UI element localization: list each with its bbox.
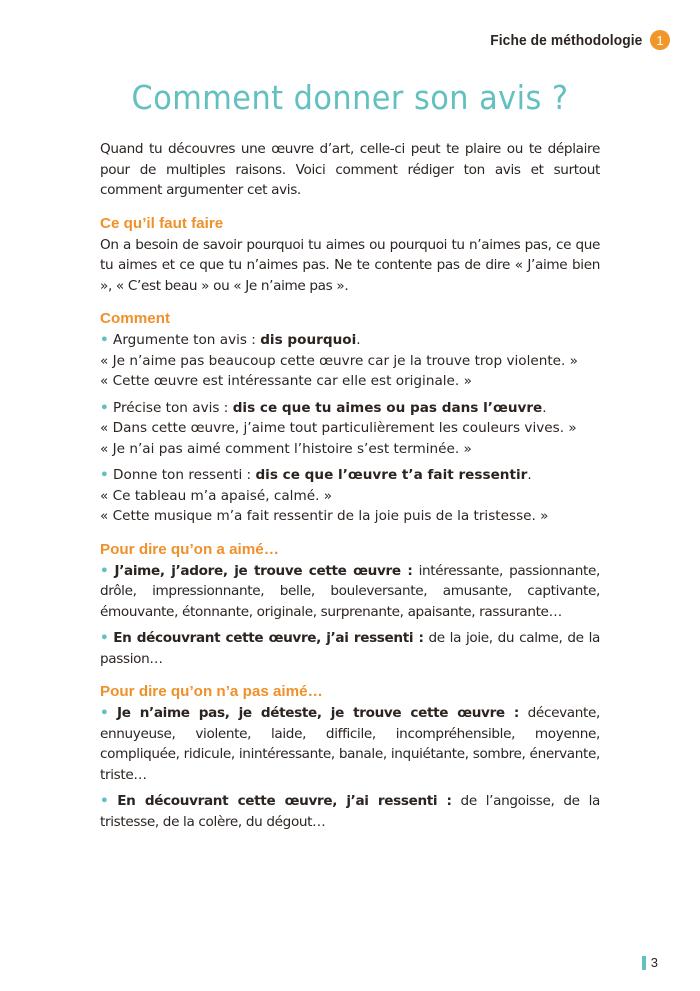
item-emphasis: En découvrant cette œuvre, j’ai ressenti :: [113, 630, 424, 646]
section-ce-quil-faut-faire: [100, 213, 600, 297]
item-text: intéressante, passionnante, drôle, impressionnante, belle, bouleversante, amusante, captivante, émouvante, étonnante, originale, surprenante, apaisante, rassurante…: [100, 562, 600, 620]
item-lead: Précise ton avis :: [113, 399, 233, 416]
item-lead: Argumente ton avis :: [113, 332, 261, 348]
item-emphasis: dis ce que tu aimes ou pas dans l’œuvre: [232, 399, 543, 416]
bullet-icon: •: [100, 399, 109, 416]
example: « Dans cette œuvre, j’aime tout particulièrement les couleurs vives. »: [100, 420, 577, 436]
list-item: [100, 330, 600, 392]
item-end: .: [527, 467, 532, 483]
item-text: de la joie, du calme, de la passion…: [100, 630, 600, 667]
chapter-badge: 1: [650, 30, 670, 50]
content: [100, 139, 600, 844]
page-header: [477, 30, 670, 50]
page-number: [642, 955, 658, 970]
page-marker-bar: [642, 956, 646, 970]
section-heading: Ce qu’il faut faire: [100, 214, 224, 232]
list-item: [100, 561, 600, 623]
item-emphasis: J’aime, j’adore, je trouve cette œuvre :: [114, 562, 413, 579]
item-text: décevante, ennuyeuse, violente, laide, difficile, incompréhensible, moyenne, compliquée, ridicule, inintéressante, banale, inquiétante, sombre, énervante, triste…: [100, 705, 600, 783]
item-end: .: [542, 399, 547, 416]
example: « Je n’ai pas aimé comment l’histoire s’est terminée. »: [100, 440, 472, 457]
bullet-icon: •: [100, 705, 109, 721]
header-label: Fiche de méthodologie: [489, 31, 642, 49]
example: « Cette musique m’a fait ressentir de la joie puis de la tristesse. »: [100, 508, 549, 524]
page-title: Comment donner son avis ?: [131, 78, 569, 117]
section-heading: Pour dire qu’on a aimé…: [100, 540, 279, 558]
list-item: [100, 628, 600, 669]
section-pas-aime: [100, 681, 600, 832]
example: « Ce tableau m’a apaisé, calmé. »: [100, 487, 333, 504]
bullet-icon: •: [100, 793, 109, 809]
item-emphasis: dis ce que l’œuvre t’a fait ressentir: [255, 467, 528, 483]
item-emphasis: En découvrant cette œuvre, j’ai ressenti :: [117, 793, 452, 809]
bullet-icon: •: [100, 562, 109, 579]
section-heading: Pour dire qu’on n’a pas aimé…: [100, 683, 323, 700]
list-item: [100, 791, 600, 832]
bullet-icon: •: [100, 332, 109, 348]
item-text: de l’angoisse, de la tristesse, de la colère, du dégout…: [100, 793, 600, 830]
example: « Cette œuvre est intéressante car elle est originale. »: [100, 373, 472, 389]
list-item: [100, 398, 600, 460]
intro-paragraph: Quand tu découvres une œuvre d’art, celle-ci peut te plaire ou te déplaire pour de multiples raisons. Voici comment rédiger ton avis et surtout comment argumenter cet avis.: [100, 141, 600, 198]
item-emphasis: dis pourquoi: [260, 332, 357, 348]
item-lead: Donne ton ressenti :: [113, 467, 256, 483]
section-heading: Comment: [100, 310, 171, 327]
list-item: [100, 703, 600, 785]
section-aime: [100, 539, 600, 670]
item-emphasis: Je n’aime pas, je déteste, je trouve cette œuvre :: [117, 705, 519, 721]
section-comment: [100, 308, 600, 527]
list-item: [100, 465, 600, 527]
page-number-text: 3: [650, 955, 658, 970]
example: « Je n’aime pas beaucoup cette œuvre car je la trouve trop violente. »: [100, 352, 578, 369]
section-text: On a besoin de savoir pourquoi tu aimes ou pourquoi tu n’aimes pas, ce que tu aimes et ce que tu n’aimes pas. Ne te contente pas de dire « J’aime bien », « C’est beau » ou « Je n’aime pas ».: [100, 236, 600, 294]
bullet-icon: •: [100, 467, 109, 483]
item-end: .: [356, 332, 361, 348]
bullet-icon: •: [100, 630, 109, 646]
